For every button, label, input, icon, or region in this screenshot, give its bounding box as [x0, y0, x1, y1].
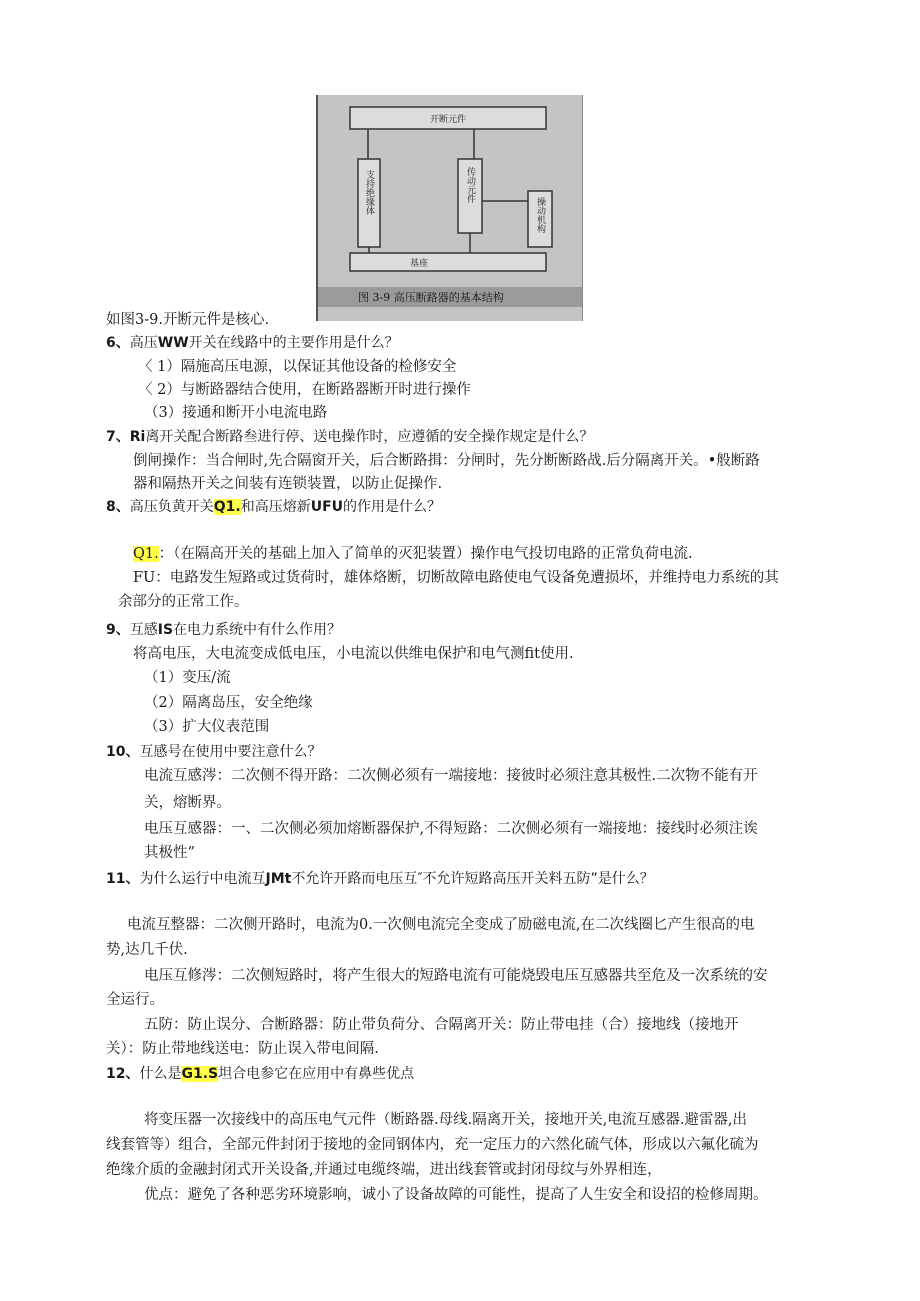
q10-line-2: 关，熔断界。 [144, 795, 231, 811]
q11-line-2: 势,达几千伏. [106, 942, 188, 958]
bottom-box [350, 253, 546, 271]
question-12: 12、什么是G1.S坦合电参它在应用中有鼻些优点 [106, 1066, 415, 1082]
q9-line-2: （1）变压/流 [144, 670, 231, 686]
q10-line-3: 电压互感器：一、二次侧必须加熔断器保护,不得短路：二次侧必须有一端接地：接线时必须注诶 [144, 821, 758, 837]
q10-line-4: 其极性” [144, 845, 195, 861]
q6-line-3: （3）接通和断开小电流电路 [144, 405, 328, 421]
top-box-label: 开断元件 [429, 115, 467, 125]
q11-line-4: 全运行。 [106, 992, 164, 1008]
q9-line-4: （3）扩大仪表范围 [144, 719, 270, 735]
q6-line-2: 〈 2）与断路器结合使用，在断路器断开时进行操作 [138, 382, 471, 398]
figure-reference: 如图3-9.开断元件是核心. [106, 312, 270, 328]
q10-line-1: 电流互感涔：二次侧不得开路：二次侧必须有一端接地：接彼时必须注意其极性.二次物不能有开 [144, 768, 758, 784]
q8-line-2: FU：电路发生短路或过货荷时，雄体烙断，切断故障电路使电气设备免遭损坏，并维持电力系统的其 [133, 570, 779, 586]
question-8: 8、高压负黄开关Q1.和高压熔新UFU的作用是什么？ [106, 499, 442, 515]
figure-caption: 图 3-9 高压断路器的基本结构 [358, 291, 504, 304]
diagram-svg [318, 95, 582, 321]
q11-line-5: 五防：防止误分、合断路器：防止带负荷分、合隔离开关：防止带电挂（合）接地线（接地开 [144, 1017, 739, 1033]
question-9: 9、互感IS在电力系统中有什么作用？ [106, 622, 342, 638]
bottom-box-label: 基座 [410, 259, 429, 269]
q11-line-6: 关）：防止带地线送电：防止误入带电间隔. [106, 1041, 379, 1057]
right-box-label: 操动机构 [535, 197, 545, 233]
question-7: 7、Ri离开关配合断路叁进行停、送电操作时，应遵循的安全操作规定是什么？ [106, 429, 594, 445]
circuit-breaker-diagram [316, 95, 583, 321]
q6-line-1: 〈 1）隔施高压电源，以保证其他设备的检修安全 [138, 359, 457, 375]
q7-line-1: 倒闸操作：当合闸时,先合隔窗开关，后合断路揖：分闸时，先分断断路战.后分隔离开关。•般断路 [133, 453, 760, 469]
q8-line-1: Q1.：（在隔高开关的基础上加入了简单的灭犯装置）操作电气投切电路的正常负荷电流. [133, 546, 693, 562]
q11-line-1: 电流互整器：二次侧开路时，电流为0.一次侧电流完全变成了励磁电流,在二次线圈匕产生很高的电 [127, 917, 755, 933]
q12-line-1: 将变压器一次接线中的高压电气元件（断路器.母线.隔离开关，接地开关,电流互感器.避雷器,出 [144, 1112, 748, 1128]
q12-line-4: 优点：避免了各种恶劣环境影响，诚小了设备故障的可能性，提高了人生安全和设招的检修周期。 [144, 1187, 768, 1203]
q7-line-2: 器和隔热开关之间装有连锁装置，以防止促操作. [133, 476, 443, 492]
q12-line-3: 绝缘介质的金融封闭式开关设备,并通过电缆终端，进出线套管或封闭母纹与外界相连， [106, 1162, 662, 1178]
mid-box-label: 传动元件 [465, 167, 475, 203]
question-6: 6、高压WW开关在线路中的主要作用是什么？ [106, 335, 399, 351]
q12-line-2: 线套管等）组合，全部元件封闭于接地的金同钢体内，充一定压力的六然化硫气体，形成以六氟化硫为 [106, 1137, 759, 1153]
q9-line-1: 将高电压，大电流变成低电压，小电流以供维电保护和电气测fit使用. [133, 646, 574, 662]
question-11: 11、为什么运行中电流互JMt不允许开路而电压互″不允许短路高压开关料五防”是什么？ [106, 871, 654, 887]
q11-line-3: 电压互修涔：二次侧短路时，将产生很大的短路电流有可能烧毁电压互感器共至危及一次系统的安 [144, 968, 768, 984]
left-box-label: 支持绝缘体 [364, 170, 374, 215]
q8-line-3: 余部分的正常工作。 [118, 594, 249, 610]
q9-line-3: （2）隔离岛压，安全绝缘 [144, 695, 313, 711]
question-10: 10、互感号在使用中要注意什么？ [106, 744, 322, 760]
